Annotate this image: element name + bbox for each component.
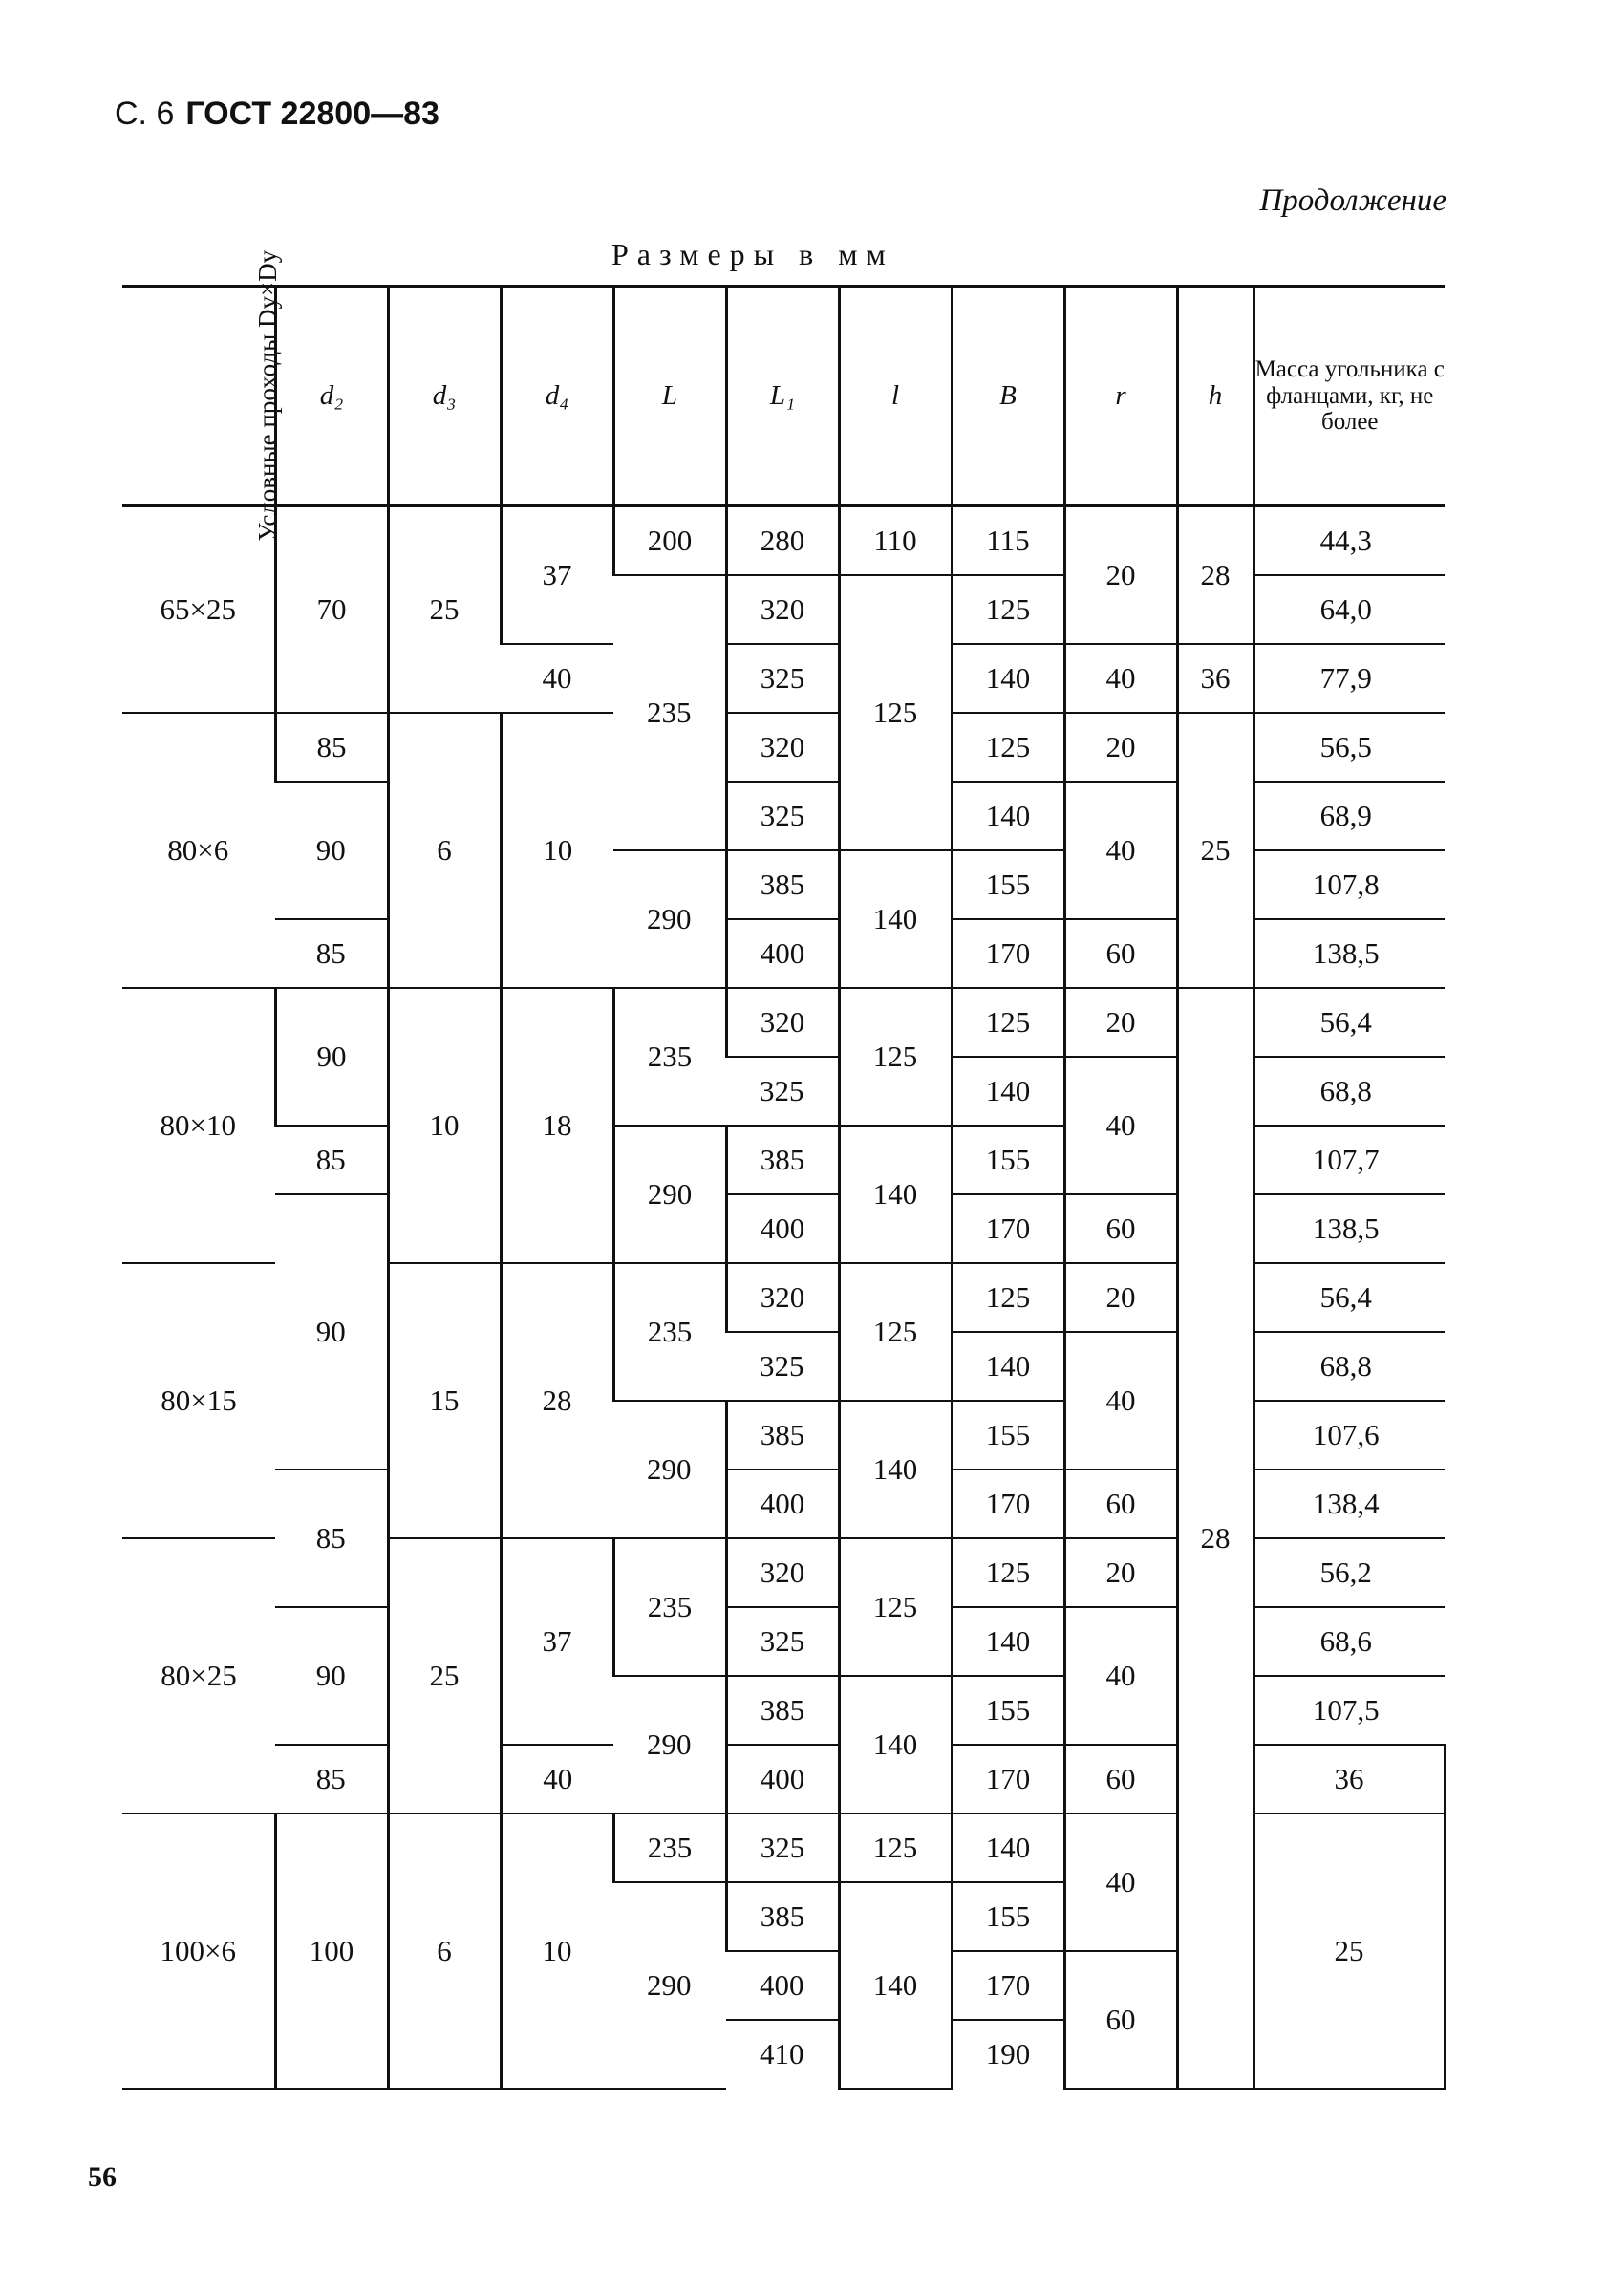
mass-cell: 107,5 bbox=[1253, 1676, 1445, 1745]
r-cell: 40 bbox=[1064, 644, 1177, 713]
l-cell: 140 bbox=[839, 1882, 952, 2089]
l-cell: 140 bbox=[839, 850, 952, 988]
mass-cell: 107,7 bbox=[1253, 1126, 1445, 1194]
d2-cell: 85 bbox=[275, 1470, 388, 1607]
r-cell: 40 bbox=[1064, 1607, 1177, 1745]
B-cell: 140 bbox=[952, 1057, 1064, 1126]
B-cell: 170 bbox=[952, 1951, 1064, 2020]
page-header bbox=[115, 96, 439, 133]
L-cell: 290 bbox=[613, 1676, 726, 1813]
header-passage-label: Условные проходы Dy×Dy bbox=[253, 249, 283, 542]
B-cell: 140 bbox=[952, 1332, 1064, 1401]
passage-cell: 80×10 bbox=[122, 988, 275, 1263]
passage-cell: 80×15 bbox=[122, 1263, 275, 1538]
mass-cell: 56,4 bbox=[1253, 988, 1445, 1057]
L-cell: 290 bbox=[613, 1882, 726, 2089]
L-cell: 235 bbox=[613, 1263, 726, 1401]
mass-cell: 56,5 bbox=[1253, 713, 1445, 782]
mass-cell: 107,6 bbox=[1253, 1401, 1445, 1470]
B-cell: 170 bbox=[952, 1470, 1064, 1538]
d4-cell: 37 bbox=[501, 1538, 613, 1745]
r-cell: 40 bbox=[1064, 782, 1177, 919]
l-cell: 140 bbox=[839, 1676, 952, 1813]
units-caption: Размеры в мм bbox=[611, 237, 894, 271]
h-cell: 36 bbox=[1177, 644, 1253, 713]
h-cell: 28 bbox=[1177, 506, 1253, 644]
table-header-row bbox=[122, 287, 1445, 506]
L1-cell: 320 bbox=[726, 988, 839, 1057]
B-cell: 190 bbox=[952, 2020, 1064, 2089]
L1-cell: 400 bbox=[726, 1951, 839, 2020]
L-cell: 235 bbox=[613, 988, 726, 1126]
h-cell: 25 bbox=[1177, 713, 1253, 988]
B-cell: 155 bbox=[952, 1676, 1064, 1745]
header-l: l bbox=[839, 287, 952, 506]
B-cell: 170 bbox=[952, 919, 1064, 988]
l-cell: 125 bbox=[839, 988, 952, 1126]
mass-cell: 138,5 bbox=[1253, 1194, 1445, 1263]
L1-cell: 325 bbox=[726, 1057, 839, 1126]
d4-cell: 40 bbox=[501, 644, 613, 713]
table-row bbox=[122, 506, 1445, 575]
L1-cell: 280 bbox=[726, 506, 839, 575]
L1-cell: 320 bbox=[726, 1263, 839, 1332]
L1-cell: 385 bbox=[726, 1401, 839, 1470]
r-cell: 60 bbox=[1064, 919, 1177, 988]
r-cell: 20 bbox=[1064, 713, 1177, 782]
L-cell: 290 bbox=[613, 1401, 726, 1538]
B-cell: 155 bbox=[952, 1126, 1064, 1194]
header-d2: d₂ bbox=[275, 287, 388, 506]
B-cell: 170 bbox=[952, 1745, 1064, 1813]
L1-cell: 320 bbox=[726, 575, 839, 644]
L1-cell: 400 bbox=[726, 1194, 839, 1263]
l-cell: 125 bbox=[839, 1263, 952, 1401]
l-cell: 125 bbox=[839, 575, 952, 850]
B-cell: 125 bbox=[952, 713, 1064, 782]
r-cell: 60 bbox=[1064, 1951, 1177, 2089]
B-cell: 125 bbox=[952, 575, 1064, 644]
mass-cell: 56,2 bbox=[1253, 1538, 1445, 1607]
mass-cell: 138,5 bbox=[1253, 919, 1445, 988]
d2-cell: 100 bbox=[275, 1813, 388, 2089]
d2-cell: 90 bbox=[275, 782, 388, 919]
B-cell: 115 bbox=[952, 506, 1064, 575]
d4-cell: 10 bbox=[501, 1813, 613, 2089]
h-cell: 25 bbox=[1253, 1813, 1445, 2089]
L-cell: 235 bbox=[613, 575, 726, 850]
header-B: B bbox=[952, 287, 1064, 506]
d3-cell: 6 bbox=[388, 713, 501, 988]
d4-cell: 37 bbox=[501, 506, 613, 644]
header-d3: d₃ bbox=[388, 287, 501, 506]
mass-cell: 77,9 bbox=[1253, 644, 1445, 713]
passage-cell: 100×6 bbox=[122, 1813, 275, 2089]
d4-cell: 28 bbox=[501, 1263, 613, 1538]
l-cell: 140 bbox=[839, 1401, 952, 1538]
table-row bbox=[122, 713, 1445, 782]
d3-cell: 15 bbox=[388, 1263, 501, 1538]
B-cell: 155 bbox=[952, 1401, 1064, 1470]
r-cell: 20 bbox=[1064, 1538, 1177, 1607]
passage-cell: 65×25 bbox=[122, 506, 275, 713]
L-cell: 235 bbox=[613, 1813, 726, 1882]
L1-cell: 385 bbox=[726, 850, 839, 919]
d2-cell: 85 bbox=[275, 1126, 388, 1194]
B-cell: 140 bbox=[952, 1607, 1064, 1676]
d3-cell: 10 bbox=[388, 988, 501, 1263]
d4-cell: 10 bbox=[501, 713, 613, 988]
h-cell: 28 bbox=[1177, 988, 1253, 2089]
d3-cell: 25 bbox=[388, 506, 501, 713]
B-cell: 155 bbox=[952, 850, 1064, 919]
B-cell: 125 bbox=[952, 988, 1064, 1057]
d2-cell: 90 bbox=[275, 1607, 388, 1745]
r-cell: 40 bbox=[1064, 1057, 1177, 1194]
header-L1: L₁ bbox=[726, 287, 839, 506]
L1-cell: 320 bbox=[726, 1538, 839, 1607]
L1-cell: 325 bbox=[726, 1607, 839, 1676]
L-cell: 290 bbox=[613, 850, 726, 988]
r-cell: 60 bbox=[1064, 1194, 1177, 1263]
mass-cell: 68,9 bbox=[1253, 782, 1445, 850]
r-cell: 20 bbox=[1064, 988, 1177, 1057]
d2-cell: 85 bbox=[275, 1745, 388, 1813]
B-cell: 125 bbox=[952, 1538, 1064, 1607]
d2-cell: 90 bbox=[275, 988, 388, 1126]
mass-cell: 107,8 bbox=[1253, 850, 1445, 919]
header-L: L bbox=[613, 287, 726, 506]
header-d4: d₄ bbox=[501, 287, 613, 506]
L1-cell: 325 bbox=[726, 782, 839, 850]
L1-cell: 320 bbox=[726, 713, 839, 782]
B-cell: 140 bbox=[952, 1813, 1064, 1882]
d4-cell: 40 bbox=[501, 1745, 613, 1813]
r-cell: 20 bbox=[1064, 1263, 1177, 1332]
l-cell: 125 bbox=[839, 1813, 952, 1882]
d3-cell: 25 bbox=[388, 1538, 501, 1813]
L-cell: 235 bbox=[613, 1538, 726, 1676]
header-mass: Масса угольника с фланцами, кг, не более bbox=[1253, 287, 1445, 506]
L1-cell: 325 bbox=[726, 644, 839, 713]
mass-cell: 68,8 bbox=[1253, 1057, 1445, 1126]
standard-number: ГОСТ 22800—83 bbox=[185, 96, 439, 132]
L1-cell: 400 bbox=[726, 1470, 839, 1538]
L1-cell: 400 bbox=[726, 919, 839, 988]
d2-cell: 85 bbox=[275, 713, 388, 782]
r-cell: 40 bbox=[1064, 1813, 1177, 1951]
header-r: r bbox=[1064, 287, 1177, 506]
r-cell: 20 bbox=[1064, 506, 1177, 644]
l-cell: 110 bbox=[839, 506, 952, 575]
r-cell: 60 bbox=[1064, 1470, 1177, 1538]
table-row bbox=[122, 988, 1445, 1057]
continuation-label: Продолжение bbox=[1259, 183, 1446, 218]
L-cell: 290 bbox=[613, 1126, 726, 1263]
L1-cell: 385 bbox=[726, 1882, 839, 1951]
mass-cell: 64,0 bbox=[1253, 575, 1445, 644]
d2-cell: 85 bbox=[275, 919, 388, 988]
L1-cell: 325 bbox=[726, 1332, 839, 1401]
l-cell: 125 bbox=[839, 1538, 952, 1676]
B-cell: 140 bbox=[952, 644, 1064, 713]
L1-cell: 410 bbox=[760, 2037, 804, 2071]
page-number: 56 bbox=[88, 2161, 117, 2193]
header-passage bbox=[122, 249, 283, 542]
r-cell: 60 bbox=[1064, 1745, 1177, 1813]
passage-cell: 80×25 bbox=[122, 1538, 275, 1813]
B-cell: 140 bbox=[952, 782, 1064, 850]
B-cell: 155 bbox=[952, 1882, 1064, 1951]
L1-cell: 400 bbox=[726, 1745, 839, 1813]
mass-cell: 56,4 bbox=[1253, 1263, 1445, 1332]
mass-cell: 44,3 bbox=[1253, 506, 1445, 575]
r-cell: 40 bbox=[1064, 1332, 1177, 1470]
mass-cell: 68,6 bbox=[1253, 1607, 1445, 1676]
d2-cell: 90 bbox=[275, 1194, 388, 1470]
B-cell: 125 bbox=[952, 1263, 1064, 1332]
d2-cell: 70 bbox=[275, 506, 388, 713]
L1-cell: 385 bbox=[726, 1126, 839, 1194]
l-cell: 140 bbox=[839, 1126, 952, 1263]
mass-cell: 68,8 bbox=[1253, 1332, 1445, 1401]
B-cell: 170 bbox=[952, 1194, 1064, 1263]
L1-cell: 385 bbox=[726, 1676, 839, 1745]
header-h: h bbox=[1177, 287, 1253, 506]
page-prefix: С. 6 bbox=[115, 96, 175, 132]
mass-cell: 138,4 bbox=[1253, 1470, 1445, 1538]
passage-cell: 80×6 bbox=[122, 713, 275, 988]
d3-cell: 6 bbox=[388, 1813, 501, 2089]
L-cell: 200 bbox=[613, 506, 726, 575]
h-cell: 36 bbox=[1253, 1745, 1445, 1813]
L1-cell: 325 bbox=[726, 1813, 839, 1882]
d4-cell: 18 bbox=[501, 988, 613, 1263]
